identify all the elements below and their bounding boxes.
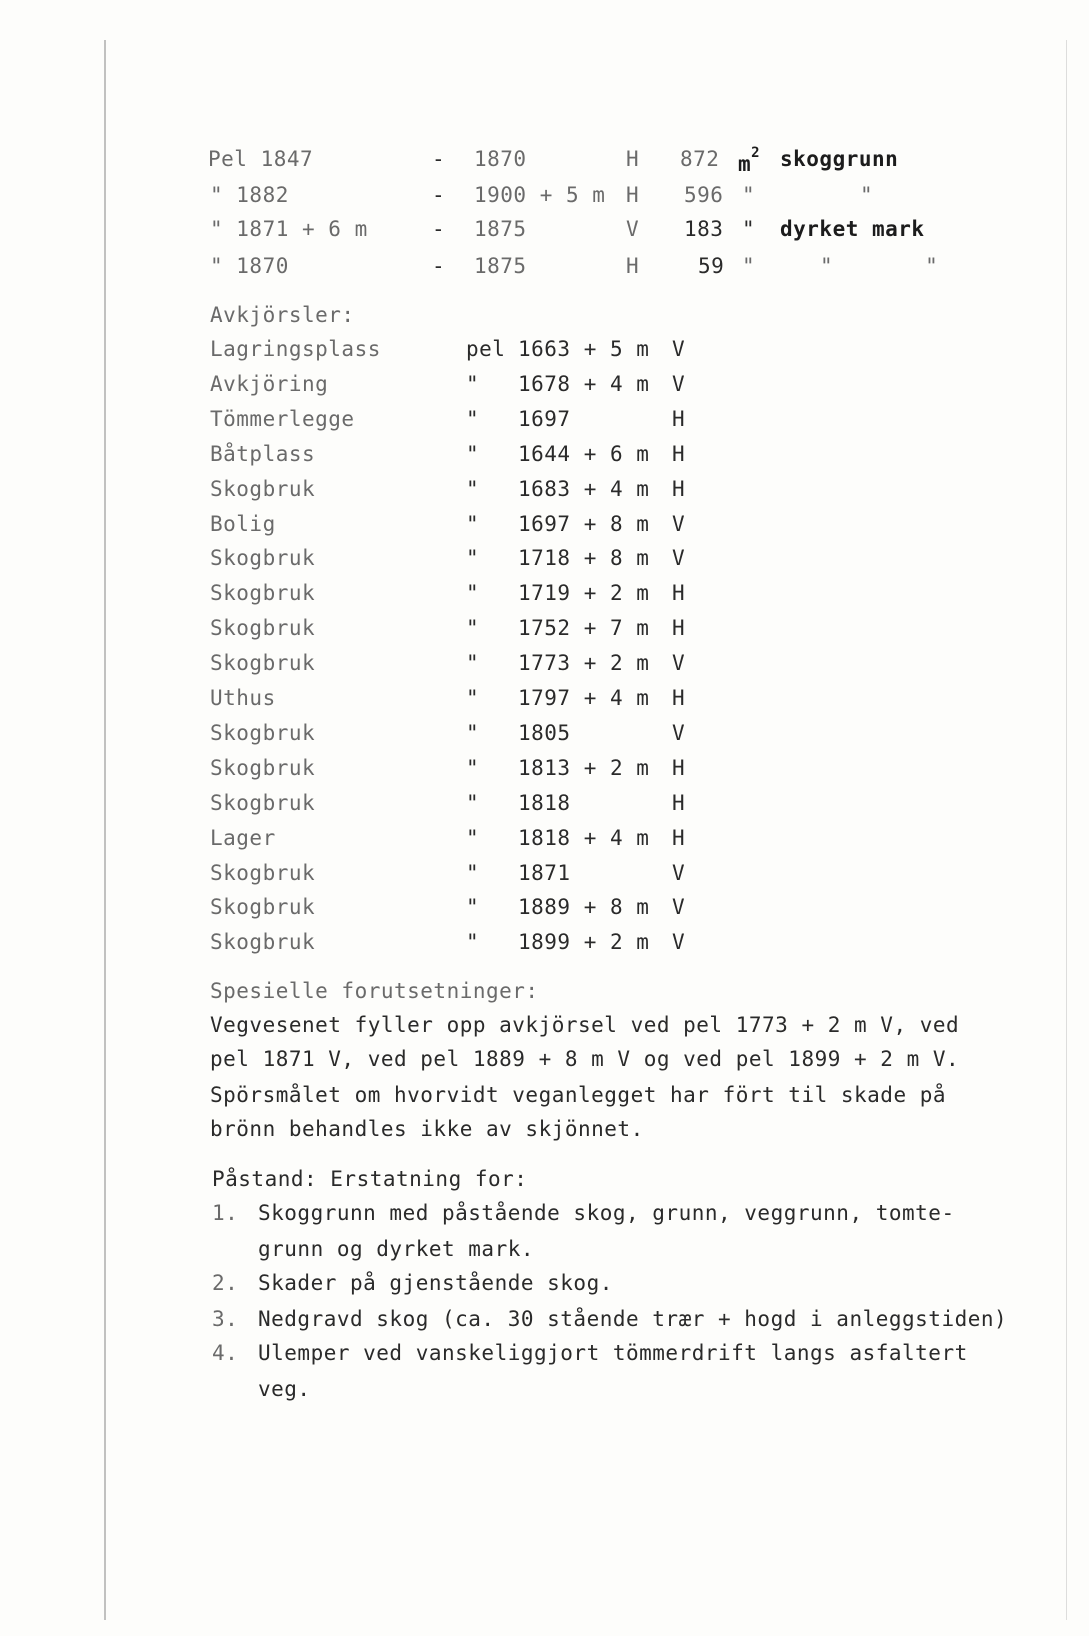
avk-pel: 1697: [518, 407, 571, 431]
avk-side: H: [672, 477, 686, 501]
pastand-item-text: Ulemper ved vanskeliggjort tömmerdrift langs asfaltert: [258, 1341, 968, 1365]
avk-side: V: [672, 721, 686, 745]
avk-prefix: ": [466, 477, 480, 501]
avk-name: Skogbruk: [210, 546, 316, 570]
avkjorsler-heading: Avkjörsler:: [210, 303, 355, 327]
avk-name: Skogbruk: [210, 477, 316, 501]
avk-pel: 1818 + 4 m: [518, 826, 650, 850]
avk-side: H: [672, 581, 686, 605]
avk-name: Skogbruk: [210, 721, 316, 745]
spesielle-heading: Spesielle forutsetninger:: [210, 979, 539, 1003]
avk-pel: 1805: [518, 721, 571, 745]
avk-side: H: [672, 756, 686, 780]
pastand-item-text: Skoggrunn med påstående skog, grunn, veggrunn, tomte-: [258, 1201, 955, 1225]
avk-prefix: ": [466, 407, 480, 431]
avk-pel: 1889 + 8 m: [518, 895, 650, 919]
pel-from: " 1870: [210, 254, 289, 278]
spesielle-line: brönn behandles ikke av skjönnet.: [210, 1117, 644, 1141]
pastand-heading: Påstand: Erstatning for:: [212, 1167, 528, 1191]
avk-side: V: [672, 512, 686, 536]
avk-side: V: [672, 546, 686, 570]
avk-name: Uthus: [210, 686, 276, 710]
avk-name: Båtplass: [210, 442, 316, 466]
pel-type: ": [860, 183, 874, 207]
avk-side: H: [672, 616, 686, 640]
avk-pel: 1813 + 2 m: [518, 756, 650, 780]
spesielle-line: Vegvesenet fyller opp avkjörsel ved pel 1773 + 2 m V, ved: [210, 1013, 960, 1037]
avk-prefix: ": [466, 826, 480, 850]
pel-to: 1900 + 5 m: [474, 183, 606, 207]
pel-to: 1870: [474, 147, 527, 171]
avk-prefix: ": [466, 616, 480, 640]
spesielle-line: Spörsmålet om hvorvidt veganlegget har fört til skade på: [210, 1083, 947, 1107]
avk-pel: 1899 + 2 m: [518, 930, 650, 954]
pel-unit-sup: 2: [751, 145, 761, 161]
pel-dash: -: [432, 183, 446, 207]
avk-side: H: [672, 791, 686, 815]
avk-name: Avkjöring: [210, 372, 329, 396]
avk-side: H: [672, 686, 686, 710]
spesielle-line: pel 1871 V, ved pel 1889 + 8 m V og ved pel 1899 + 2 m V.: [210, 1047, 960, 1071]
avk-side: V: [672, 930, 686, 954]
pel-unit-base: m: [738, 152, 752, 176]
avk-prefix: pel: [466, 337, 506, 361]
avk-pel: 1752 + 7 m: [518, 616, 650, 640]
pel-to: 1875: [474, 217, 527, 241]
pel-dash: -: [432, 254, 446, 278]
avk-side: V: [672, 372, 686, 396]
pel-unit: ": [742, 254, 756, 278]
avk-prefix: ": [466, 651, 480, 675]
avk-pel: 1697 + 8 m: [518, 512, 650, 536]
pastand-item-num: 4.: [212, 1341, 239, 1365]
avk-pel: 1719 + 2 m: [518, 581, 650, 605]
avk-prefix: ": [466, 861, 480, 885]
avk-pel: 1678 + 4 m: [518, 372, 650, 396]
avk-name: Lagringsplass: [210, 337, 381, 361]
avk-name: Skogbruk: [210, 791, 316, 815]
pel-area: 596: [684, 183, 724, 207]
pastand-item-text: Skader på gjenstående skog.: [258, 1271, 613, 1295]
pel-type: skoggrunn: [780, 147, 899, 171]
avk-prefix: ": [466, 895, 480, 919]
avk-prefix: ": [466, 791, 480, 815]
avk-prefix: ": [466, 372, 480, 396]
pel-dash: -: [432, 147, 446, 171]
avk-name: Skogbruk: [210, 930, 316, 954]
pastand-item-text: grunn og dyrket mark.: [258, 1237, 535, 1261]
avk-pel: 1644 + 6 m: [518, 442, 650, 466]
avk-name: Skogbruk: [210, 861, 316, 885]
avk-name: Skogbruk: [210, 581, 316, 605]
pastand-item-num: 3.: [212, 1307, 239, 1331]
pel-type: " ": [820, 254, 939, 278]
avk-pel: 1718 + 8 m: [518, 546, 650, 570]
avk-prefix: ": [466, 546, 480, 570]
pel-area: 872: [680, 147, 720, 171]
left-margin-line: [104, 40, 106, 1620]
avk-side: V: [672, 337, 686, 361]
avk-pel: 1773 + 2 m: [518, 651, 650, 675]
pel-side: H: [626, 254, 640, 278]
pel-from: " 1882: [210, 183, 289, 207]
avk-name: Skogbruk: [210, 756, 316, 780]
avk-side: V: [672, 651, 686, 675]
avk-prefix: ": [466, 442, 480, 466]
avk-prefix: ": [466, 686, 480, 710]
pel-side: H: [626, 147, 640, 171]
pastand-item-text: veg.: [258, 1377, 311, 1401]
avk-pel: 1797 + 4 m: [518, 686, 650, 710]
avk-pel: 1683 + 4 m: [518, 477, 650, 501]
pel-type: dyrket mark: [780, 217, 925, 241]
avk-name: Skogbruk: [210, 895, 316, 919]
avk-side: H: [672, 826, 686, 850]
avk-pel: 1871: [518, 861, 571, 885]
avk-name: Skogbruk: [210, 651, 316, 675]
avk-prefix: ": [466, 930, 480, 954]
avk-side: H: [672, 407, 686, 431]
avk-side: V: [672, 895, 686, 919]
pel-area: 183: [684, 217, 724, 241]
avk-prefix: ": [466, 721, 480, 745]
pel-to: 1875: [474, 254, 527, 278]
pastand-item-num: 2.: [212, 1271, 239, 1295]
avk-prefix: ": [466, 581, 480, 605]
avk-prefix: ": [466, 512, 480, 536]
right-margin-line: [1066, 40, 1067, 1620]
avk-side: V: [672, 861, 686, 885]
pastand-item-text: Nedgravd skog (ca. 30 stående trær + hogd i anleggstiden): [258, 1307, 1008, 1331]
pel-dash: -: [432, 217, 446, 241]
avk-prefix: ": [466, 756, 480, 780]
avk-name: Tömmerlegge: [210, 407, 355, 431]
pel-side: H: [626, 183, 640, 207]
avk-pel: 1663 + 5 m: [518, 337, 650, 361]
avk-name: Lager: [210, 826, 276, 850]
avk-side: H: [672, 442, 686, 466]
pel-from: Pel 1847: [208, 147, 314, 171]
avk-name: Bolig: [210, 512, 276, 536]
avk-name: Skogbruk: [210, 616, 316, 640]
pel-area: 59: [698, 254, 725, 278]
pel-from: " 1871 + 6 m: [210, 217, 368, 241]
pel-unit: ": [742, 217, 756, 241]
avk-pel: 1818: [518, 791, 571, 815]
pel-unit: [738, 146, 760, 177]
pastand-item-num: 1.: [212, 1201, 239, 1225]
pel-unit: ": [742, 183, 756, 207]
pel-side: V: [626, 217, 640, 241]
